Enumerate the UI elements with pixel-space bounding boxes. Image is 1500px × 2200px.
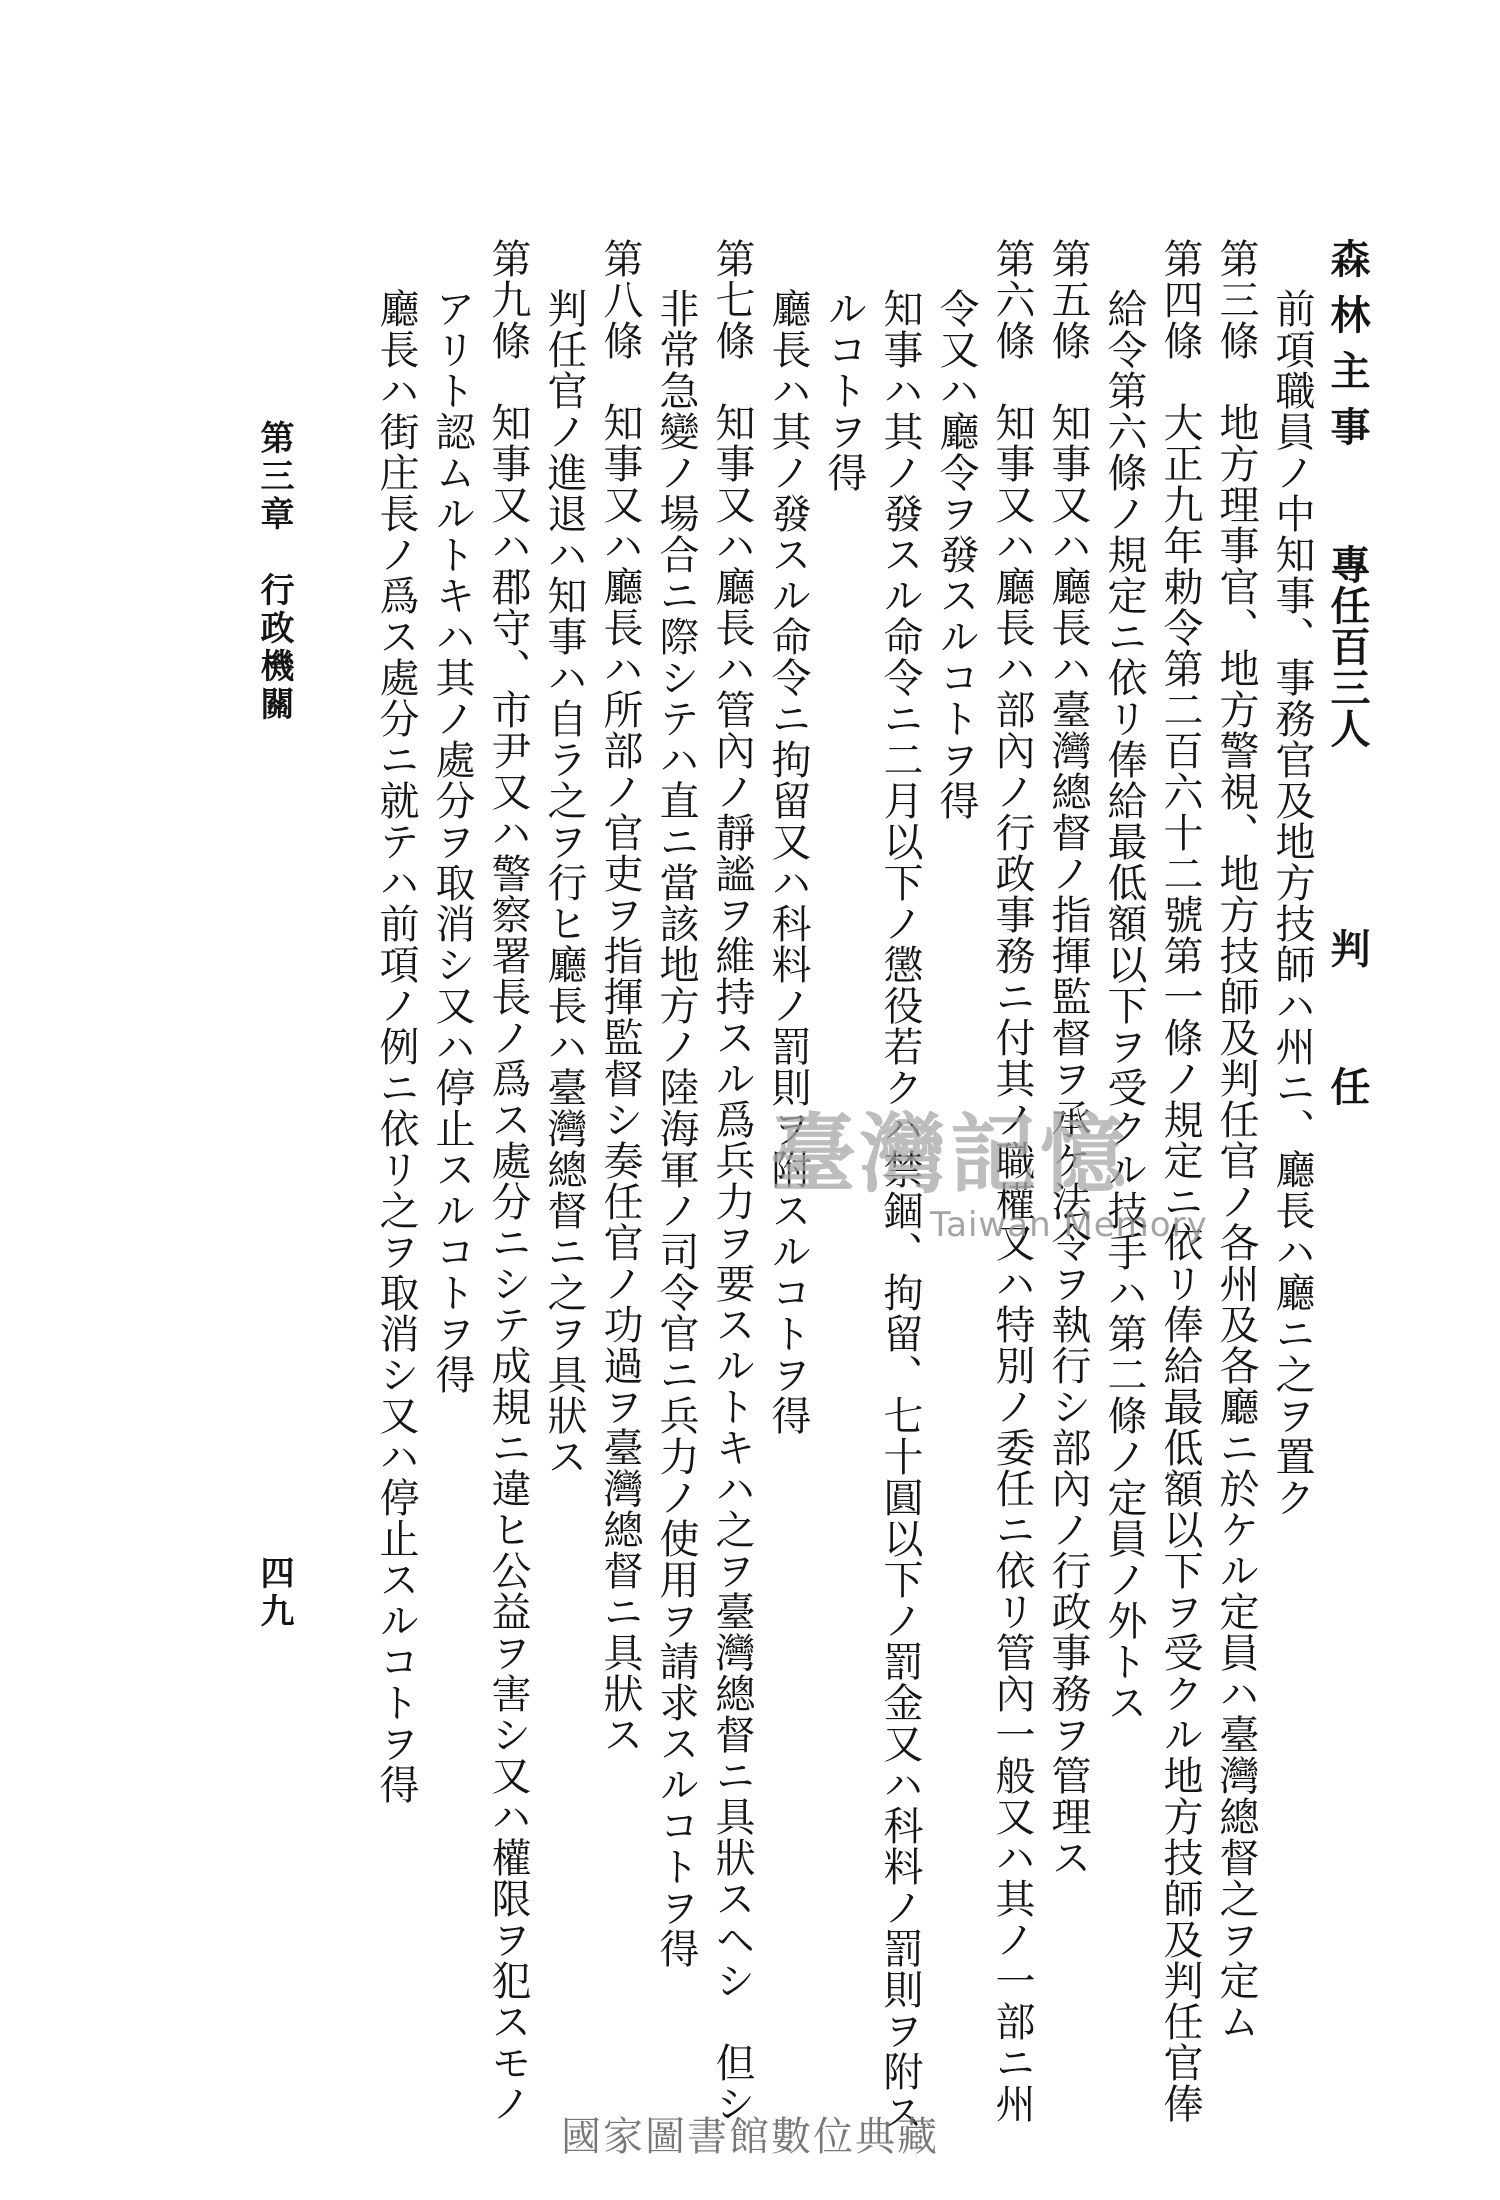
text-column: 判任官ノ進退ハ知事ハ自ラ之ヲ行ヒ廳長ハ臺灣總督ニ之ヲ具狀ス — [541, 288, 587, 1477]
text-column-article-3: 第三條 地方理事官、地方警視、地方技師及判任官ノ各州及各廳ニ於ケル定員ハ臺灣總督之ヲ定ム — [1213, 238, 1259, 2042]
text-column-article-6: 第六條 知事又ハ廳長ハ部內ノ行政事務ニ付其ノ職權又ハ特別ノ委任ニ依リ管內一般又ハ其ノ一部ニ州 — [989, 238, 1035, 2124]
library-credit: 國家圖書館數位典藏 — [561, 2114, 939, 2160]
text-column: 廳長ハ其ノ發スル命令ニ拘留又ハ科料ノ罰則ヲ附スルコトヲ得 — [765, 288, 811, 1436]
text-column: 廳長ハ街庄長ノ爲ス處分ニ就テハ前項ノ例ニ依リ之ヲ取消シ又ハ停止スルコトヲ得 — [373, 288, 419, 1805]
text-column: 給令第六條ノ規定ニ依リ俸給最低額以下ヲ受クル技手ハ第二條ノ定員ノ外トス — [1101, 288, 1147, 1723]
text-column-article-4: 第四條 大正九年勅令第二百六十二號第一條ノ規定ニ依リ俸給最低額以下ヲ受クル地方技師及判任官俸 — [1157, 238, 1203, 2124]
text-column-article-5: 第五條 知事又ハ廳長ハ臺灣總督ノ指揮監督ヲ承ケ法令ヲ執行シ部內ノ行政事務ヲ管理ス — [1045, 238, 1091, 1878]
text-column: 非常急變ノ場合ニ際シテハ直ニ當該地方ノ陸海軍ノ司令官ニ兵力ノ使用ヲ請求スルコトヲ得 — [653, 288, 699, 1969]
watermark-logo: 臺灣記憶 — [770, 1104, 1130, 1205]
text-column: 前項職員ノ中知事、事務官及地方技師ハ州ニ、廳長ハ廳ニ之ヲ置ク — [1269, 288, 1315, 1518]
text-column: ルコトヲ得 — [821, 288, 867, 493]
text-column-article-9: 第九條 知事又ハ郡守、市尹又ハ警察署長ノ爲ス處分ニシテ成規ニ違ヒ公益ヲ害シ又ハ權限ヲ犯スモノ — [485, 238, 531, 2124]
text-column: 知事ハ其ノ發スル命令ニ二月以下ノ懲役若クハ禁錮、拘留、七十圓以下ノ罰金又ハ科料ノ罰則ヲ附ス — [877, 288, 923, 2133]
text-column: アリト認ムルトキハ其ノ處分ヲ取消シ又ハ停止スルコトヲ得 — [429, 288, 475, 1395]
text-column-article-8: 第八條 知事又ハ廳長ハ所部ノ官吏ヲ指揮監督シ奏任官ノ功過ヲ臺灣總督ニ具狀ス — [597, 238, 643, 1755]
watermark-english: Taiwan Memory — [930, 1205, 1208, 1245]
text-column-forestry-officer: 森 林 主 事 專任百三人 判 任 — [1324, 238, 1371, 1107]
page-number: 四九 — [254, 1555, 294, 1631]
text-column-article-7: 第七條 知事又ハ廳長ハ管內ノ靜謐ヲ維持スル爲兵力ヲ要スルトキハ之ヲ臺灣總督ニ具狀スヘシ 但シ — [709, 238, 755, 2124]
text-column: 令又ハ廳令ヲ發スルコトヲ得 — [933, 288, 979, 821]
chapter-title: 第三章 行政機關 — [254, 420, 294, 724]
